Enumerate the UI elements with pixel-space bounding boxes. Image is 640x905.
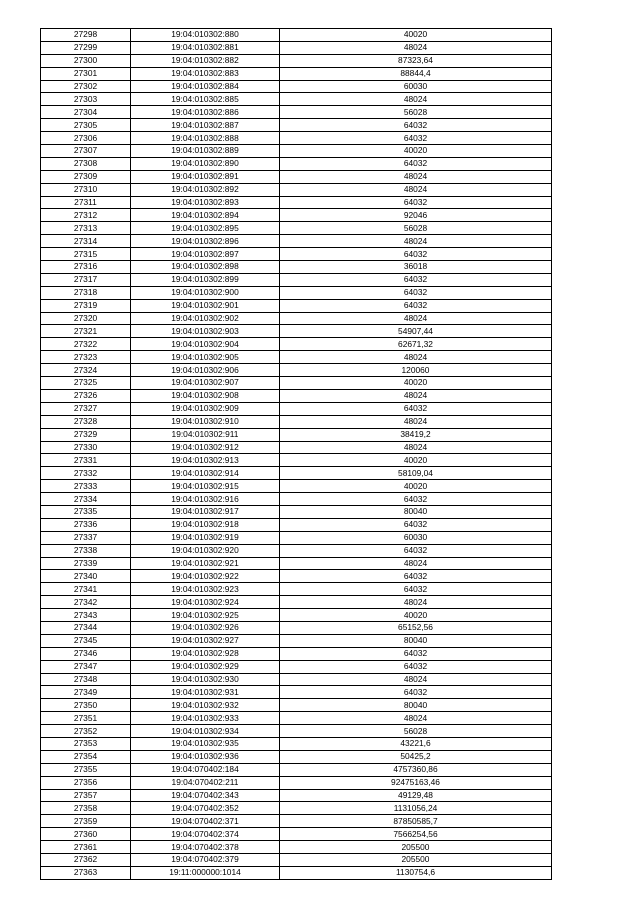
cadastral-number-cell: 19:04:010302:899 [131,273,280,286]
row-number-cell: 27354 [41,750,131,763]
value-cell: 40020 [280,609,552,622]
cadastral-number-cell: 19:04:010302:882 [131,54,280,67]
value-cell: 64032 [280,286,552,299]
table-row [41,544,552,557]
value-cell: 43221,6 [280,737,552,750]
value-cell: 64032 [280,132,552,145]
value-cell: 1130754,6 [280,866,552,879]
row-number-cell: 27306 [41,132,131,145]
cadastral-number-cell: 19:04:010302:913 [131,454,280,467]
table-row [41,222,552,235]
value-cell: 120060 [280,364,552,377]
value-cell: 65152,56 [280,621,552,634]
cadastral-number-cell: 19:04:010302:907 [131,377,280,390]
cadastral-number-cell: 19:04:010302:931 [131,686,280,699]
row-number-cell: 27310 [41,183,131,196]
value-cell: 48024 [280,557,552,570]
row-number-cell: 27363 [41,866,131,879]
cadastral-number-cell: 19:04:070402:352 [131,802,280,815]
cadastral-number-cell: 19:04:010302:892 [131,183,280,196]
value-cell: 60030 [280,80,552,93]
cadastral-number-cell: 19:04:010302:934 [131,725,280,738]
value-cell: 88844,4 [280,67,552,80]
cadastral-number-cell: 19:04:010302:922 [131,570,280,583]
cadastral-number-cell: 19:04:010302:928 [131,647,280,660]
row-number-cell: 27327 [41,402,131,415]
value-cell: 40020 [280,145,552,158]
value-cell: 64032 [280,299,552,312]
row-number-cell: 27314 [41,235,131,248]
row-number-cell: 27346 [41,647,131,660]
value-cell: 92475163,46 [280,776,552,789]
table-row [41,557,552,570]
cadastral-number-cell: 19:04:010302:919 [131,531,280,544]
cadastral-number-cell: 19:04:010302:903 [131,325,280,338]
value-cell: 64032 [280,157,552,170]
value-cell: 48024 [280,312,552,325]
value-cell: 64032 [280,518,552,531]
value-cell: 92046 [280,209,552,222]
table-row [41,570,552,583]
row-number-cell: 27328 [41,415,131,428]
table-row [41,789,552,802]
row-number-cell: 27351 [41,712,131,725]
cadastral-number-cell: 19:04:010302:890 [131,157,280,170]
row-number-cell: 27318 [41,286,131,299]
cadastral-number-cell: 19:04:010302:887 [131,119,280,132]
cadastral-number-cell: 19:04:010302:884 [131,80,280,93]
cadastral-number-cell: 19:04:010302:906 [131,364,280,377]
cadastral-number-cell: 19:04:010302:932 [131,699,280,712]
row-number-cell: 27359 [41,815,131,828]
table-row [41,389,552,402]
table-row [41,299,552,312]
table-row [41,441,552,454]
table-row [41,467,552,480]
row-number-cell: 27302 [41,80,131,93]
table-row [41,815,552,828]
row-number-cell: 27361 [41,841,131,854]
value-cell: 64032 [280,686,552,699]
cadastral-number-cell: 19:04:010302:914 [131,467,280,480]
value-cell: 48024 [280,93,552,106]
value-cell: 48024 [280,415,552,428]
value-cell: 54907,44 [280,325,552,338]
table-row [41,93,552,106]
table-row [41,802,552,815]
cadastral-number-cell: 19:04:010302:897 [131,248,280,261]
value-cell: 80040 [280,505,552,518]
value-cell: 48024 [280,183,552,196]
value-cell: 80040 [280,634,552,647]
value-cell: 58109,04 [280,467,552,480]
value-cell: 1131056,24 [280,802,552,815]
row-number-cell: 27360 [41,828,131,841]
value-cell: 40020 [280,377,552,390]
table-row [41,634,552,647]
row-number-cell: 27353 [41,737,131,750]
row-number-cell: 27317 [41,273,131,286]
table-row [41,338,552,351]
value-cell: 48024 [280,170,552,183]
table-row [41,325,552,338]
table-row [41,480,552,493]
table-row [41,776,552,789]
cadastral-number-cell: 19:11:000000:1014 [131,866,280,879]
row-number-cell: 27300 [41,54,131,67]
table-row [41,312,552,325]
table-row [41,583,552,596]
table-row [41,106,552,119]
cadastral-number-cell: 19:04:010302:917 [131,505,280,518]
value-cell: 64032 [280,583,552,596]
cadastral-number-cell: 19:04:010302:886 [131,106,280,119]
row-number-cell: 27320 [41,312,131,325]
value-cell: 48024 [280,673,552,686]
table-row [41,119,552,132]
table-row [41,866,552,879]
value-cell: 48024 [280,41,552,54]
row-number-cell: 27301 [41,67,131,80]
table-row [41,415,552,428]
row-number-cell: 27308 [41,157,131,170]
row-number-cell: 27313 [41,222,131,235]
value-cell: 60030 [280,531,552,544]
table-row [41,454,552,467]
cadastral-number-cell: 19:04:010302:927 [131,634,280,647]
table-row [41,29,552,42]
table-row [41,647,552,660]
value-cell: 64032 [280,647,552,660]
table-row [41,364,552,377]
table-row [41,183,552,196]
value-cell: 40020 [280,29,552,42]
row-number-cell: 27356 [41,776,131,789]
row-number-cell: 27336 [41,518,131,531]
row-number-cell: 27322 [41,338,131,351]
cadastral-number-cell: 19:04:010302:911 [131,428,280,441]
table-row [41,493,552,506]
row-number-cell: 27352 [41,725,131,738]
table-row [41,132,552,145]
row-number-cell: 27321 [41,325,131,338]
value-cell: 49129,48 [280,789,552,802]
value-cell: 87323,64 [280,54,552,67]
cadastral-number-cell: 19:04:010302:912 [131,441,280,454]
row-number-cell: 27357 [41,789,131,802]
row-number-cell: 27350 [41,699,131,712]
table-row [41,686,552,699]
cadastral-number-cell: 19:04:070402:371 [131,815,280,828]
row-number-cell: 27326 [41,389,131,402]
value-cell: 64032 [280,660,552,673]
cadastral-number-cell: 19:04:070402:343 [131,789,280,802]
value-cell: 7566254,56 [280,828,552,841]
row-number-cell: 27358 [41,802,131,815]
table-row [41,41,552,54]
row-number-cell: 27319 [41,299,131,312]
row-number-cell: 27335 [41,505,131,518]
row-number-cell: 27348 [41,673,131,686]
row-number-cell: 27324 [41,364,131,377]
row-number-cell: 27298 [41,29,131,42]
cadastral-number-cell: 19:04:010302:921 [131,557,280,570]
row-number-cell: 27349 [41,686,131,699]
cadastral-number-cell: 19:04:010302:933 [131,712,280,725]
cadastral-number-cell: 19:04:070402:184 [131,763,280,776]
cadastral-number-cell: 19:04:010302:880 [131,29,280,42]
value-cell: 64032 [280,402,552,415]
row-number-cell: 27341 [41,583,131,596]
value-cell: 64032 [280,570,552,583]
table-row [41,209,552,222]
row-number-cell: 27305 [41,119,131,132]
cadastral-number-cell: 19:04:010302:905 [131,351,280,364]
table-row [41,157,552,170]
table-row [41,54,552,67]
table-row [41,428,552,441]
cadastral-number-cell: 19:04:010302:894 [131,209,280,222]
cadastral-number-cell: 19:04:010302:924 [131,596,280,609]
cadastral-number-cell: 19:04:010302:898 [131,261,280,274]
value-cell: 62671,32 [280,338,552,351]
row-number-cell: 27355 [41,763,131,776]
cadastral-number-cell: 19:04:010302:910 [131,415,280,428]
table-row [41,828,552,841]
value-cell: 56028 [280,222,552,235]
table-row [41,261,552,274]
row-number-cell: 27312 [41,209,131,222]
table-row [41,673,552,686]
row-number-cell: 27330 [41,441,131,454]
cadastral-number-cell: 19:04:010302:918 [131,518,280,531]
row-number-cell: 27332 [41,467,131,480]
cadastral-number-cell: 19:04:010302:908 [131,389,280,402]
cadastral-value-table [40,28,552,880]
row-number-cell: 27307 [41,145,131,158]
table-row [41,286,552,299]
value-cell: 48024 [280,712,552,725]
row-number-cell: 27345 [41,634,131,647]
value-cell: 48024 [280,389,552,402]
value-cell: 40020 [280,454,552,467]
table-row [41,725,552,738]
row-number-cell: 27334 [41,493,131,506]
cadastral-number-cell: 19:04:010302:891 [131,170,280,183]
row-number-cell: 27329 [41,428,131,441]
cadastral-number-cell: 19:04:010302:935 [131,737,280,750]
table-body [41,29,552,880]
cadastral-number-cell: 19:04:010302:893 [131,196,280,209]
value-cell: 40020 [280,480,552,493]
table-row [41,248,552,261]
row-number-cell: 27316 [41,261,131,274]
table-row [41,377,552,390]
cadastral-number-cell: 19:04:010302:916 [131,493,280,506]
row-number-cell: 27338 [41,544,131,557]
value-cell: 48024 [280,441,552,454]
value-cell: 64032 [280,119,552,132]
cadastral-number-cell: 19:04:010302:925 [131,609,280,622]
cadastral-number-cell: 19:04:010302:895 [131,222,280,235]
cadastral-number-cell: 19:04:010302:889 [131,145,280,158]
value-cell: 87850585,7 [280,815,552,828]
table-row [41,712,552,725]
value-cell: 64032 [280,196,552,209]
row-number-cell: 27303 [41,93,131,106]
value-cell: 56028 [280,106,552,119]
table-row [41,351,552,364]
cadastral-number-cell: 19:04:010302:926 [131,621,280,634]
table-row [41,505,552,518]
row-number-cell: 27331 [41,454,131,467]
cadastral-number-cell: 19:04:070402:374 [131,828,280,841]
cadastral-number-cell: 19:04:070402:211 [131,776,280,789]
table-row [41,196,552,209]
cadastral-number-cell: 19:04:010302:885 [131,93,280,106]
row-number-cell: 27311 [41,196,131,209]
cadastral-number-cell: 19:04:070402:378 [131,841,280,854]
cadastral-number-cell: 19:04:010302:920 [131,544,280,557]
row-number-cell: 27337 [41,531,131,544]
row-number-cell: 27323 [41,351,131,364]
row-number-cell: 27304 [41,106,131,119]
row-number-cell: 27309 [41,170,131,183]
cadastral-number-cell: 19:04:010302:881 [131,41,280,54]
table-row [41,145,552,158]
table-row [41,531,552,544]
cadastral-number-cell: 19:04:010302:883 [131,67,280,80]
table-row [41,596,552,609]
table-row [41,737,552,750]
row-number-cell: 27362 [41,854,131,867]
table-row [41,621,552,634]
table-row [41,80,552,93]
value-cell: 48024 [280,235,552,248]
value-cell: 48024 [280,351,552,364]
table-row [41,854,552,867]
cadastral-number-cell: 19:04:010302:915 [131,480,280,493]
table-row [41,170,552,183]
cadastral-number-cell: 19:04:010302:901 [131,299,280,312]
cadastral-number-cell: 19:04:070402:379 [131,854,280,867]
row-number-cell: 27339 [41,557,131,570]
value-cell: 64032 [280,273,552,286]
row-number-cell: 27342 [41,596,131,609]
cadastral-number-cell: 19:04:010302:923 [131,583,280,596]
value-cell: 80040 [280,699,552,712]
cadastral-number-cell: 19:04:010302:896 [131,235,280,248]
row-number-cell: 27299 [41,41,131,54]
cadastral-number-cell: 19:04:010302:888 [131,132,280,145]
row-number-cell: 27325 [41,377,131,390]
table-row [41,67,552,80]
table-row [41,235,552,248]
value-cell: 4757360,86 [280,763,552,776]
cadastral-number-cell: 19:04:010302:904 [131,338,280,351]
value-cell: 64032 [280,544,552,557]
value-cell: 38419,2 [280,428,552,441]
value-cell: 205500 [280,841,552,854]
cadastral-number-cell: 19:04:010302:909 [131,402,280,415]
table-row [41,273,552,286]
row-number-cell: 27343 [41,609,131,622]
value-cell: 205500 [280,854,552,867]
table-row [41,518,552,531]
row-number-cell: 27340 [41,570,131,583]
row-number-cell: 27347 [41,660,131,673]
value-cell: 64032 [280,248,552,261]
table-row [41,660,552,673]
cadastral-number-cell: 19:04:010302:930 [131,673,280,686]
table-row [41,763,552,776]
row-number-cell: 27333 [41,480,131,493]
value-cell: 36018 [280,261,552,274]
table-row [41,841,552,854]
cadastral-number-cell: 19:04:010302:902 [131,312,280,325]
table-row [41,699,552,712]
table-row [41,609,552,622]
table-row [41,750,552,763]
cadastral-number-cell: 19:04:010302:936 [131,750,280,763]
cadastral-number-cell: 19:04:010302:929 [131,660,280,673]
table-row [41,402,552,415]
cadastral-number-cell: 19:04:010302:900 [131,286,280,299]
row-number-cell: 27315 [41,248,131,261]
value-cell: 64032 [280,493,552,506]
value-cell: 50425,2 [280,750,552,763]
row-number-cell: 27344 [41,621,131,634]
value-cell: 56028 [280,725,552,738]
value-cell: 48024 [280,596,552,609]
